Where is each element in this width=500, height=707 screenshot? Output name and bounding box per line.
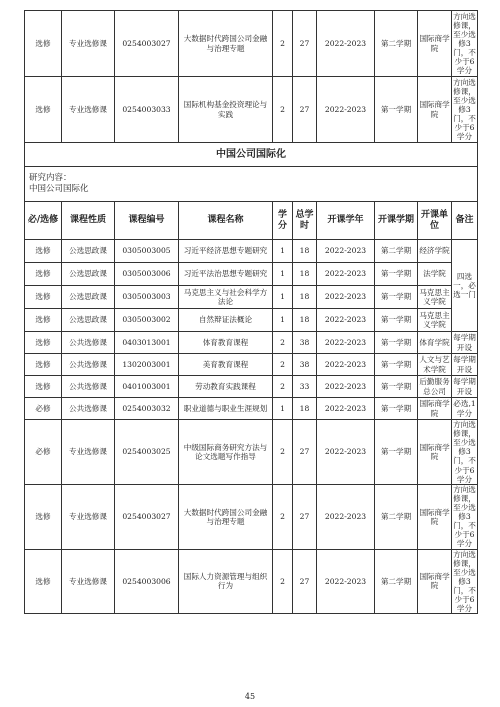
note-cell: 方向选修课，至少选修3门，不少于6学分	[453, 420, 476, 484]
merged-note-cell: 四选一，必选一门	[452, 240, 478, 332]
academic-year-cell: 2022-2023	[317, 332, 375, 354]
research-content	[25, 167, 478, 202]
required-type-cell: 选修	[25, 484, 62, 549]
academic-year-cell: 2022-2023	[317, 286, 375, 309]
course-name-cell: 劳动教育实践课程	[179, 376, 273, 398]
table-row	[25, 240, 478, 263]
header-note: 备注	[452, 202, 478, 240]
section-title-row	[25, 143, 478, 167]
term-cell: 第二学期	[375, 240, 418, 263]
required-type-cell: 选修	[25, 549, 62, 614]
course-name-cell: 美育教育课程	[179, 354, 273, 376]
term-cell: 第一学期	[375, 420, 418, 485]
course-nature-cell: 专业选修课	[62, 77, 115, 143]
academic-year-cell: 2022-2023	[317, 420, 375, 485]
course-code-cell: 0254003027	[115, 11, 179, 77]
unit-cell: 国际商学院	[418, 11, 452, 77]
note-cell: 每学期开设	[453, 333, 476, 352]
unit-cell: 马克思主义学院	[418, 309, 452, 332]
course-name-cell: 大数据时代跨国公司金融与治理专题	[179, 484, 273, 549]
unit-cell: 经济学院	[418, 240, 452, 263]
research-label: 研究内容：	[29, 172, 72, 183]
unit-cell: 马克思主义学院	[418, 286, 452, 309]
unit-cell: 法学院	[418, 263, 452, 286]
academic-year-cell: 2022-2023	[317, 240, 375, 263]
credit-cell: 2	[273, 354, 293, 376]
term-cell: 第一学期	[375, 376, 418, 398]
credit-cell: 1	[273, 286, 293, 309]
course-nature-cell: 公共选修课	[62, 398, 115, 420]
course-code-cell: 0254003033	[115, 77, 179, 143]
course-table	[24, 10, 478, 614]
header-credit: 学分	[273, 202, 293, 240]
course-name-cell: 国际机构基金投资理论与实践	[179, 77, 273, 143]
credit-cell: 2	[273, 549, 293, 614]
required-type-cell: 必修	[25, 420, 62, 485]
term-cell: 第一学期	[375, 354, 418, 376]
table-row	[25, 354, 478, 376]
course-nature-cell: 专业选修课	[62, 484, 115, 549]
required-type-cell: 选修	[25, 240, 62, 263]
course-name-cell: 中级国际商务研究方法与论文选题写作指导	[179, 420, 273, 485]
note-cell: 必选,1学分	[453, 399, 476, 418]
header-academic-year: 开课学年	[317, 202, 375, 240]
table-row	[25, 332, 478, 354]
credit-cell: 1	[273, 398, 293, 420]
hours-cell: 27	[293, 420, 317, 485]
table-row	[25, 11, 478, 77]
required-type-cell: 选修	[25, 77, 62, 143]
course-nature-cell: 公共选修课	[62, 354, 115, 376]
hours-cell: 18	[293, 398, 317, 420]
unit-cell: 国际商学院	[419, 399, 450, 418]
course-code-cell: 0401003001	[115, 376, 179, 398]
required-type-cell: 选修	[25, 11, 62, 77]
credit-cell: 1	[273, 309, 293, 332]
course-code-cell: 0305003002	[115, 309, 179, 332]
table-header-row	[25, 202, 478, 240]
header-term: 开课学期	[375, 202, 418, 240]
credit-cell: 2	[273, 376, 293, 398]
course-name-cell: 习近平经济思想专题研究	[179, 240, 273, 263]
note-cell: 每学期开设	[453, 355, 476, 374]
header-course-code: 课程编号	[115, 202, 179, 240]
table-row	[25, 286, 478, 309]
hours-cell: 38	[293, 354, 317, 376]
credit-cell: 2	[273, 77, 293, 143]
hours-cell: 27	[293, 11, 317, 77]
required-type-cell: 必修	[25, 398, 62, 420]
course-code-cell: 0305003003	[115, 286, 179, 309]
academic-year-cell: 2022-2023	[317, 11, 375, 77]
course-nature-cell: 专业选修课	[62, 11, 115, 77]
course-name-cell: 自然辩证法概论	[179, 309, 273, 332]
table-row	[25, 549, 478, 614]
course-name-cell: 习近平法治思想专题研究	[179, 263, 273, 286]
unit-cell: 国际商学院	[418, 77, 452, 143]
required-type-cell: 选修	[25, 309, 62, 332]
unit-cell: 后勤服务总公司	[419, 377, 450, 396]
course-name-cell: 大数据时代跨国公司金融与治理专题	[179, 11, 273, 77]
credit-cell: 1	[273, 240, 293, 263]
term-cell: 第一学期	[375, 332, 418, 354]
note-cell: 每学期开设	[453, 377, 476, 396]
page-number: 45	[244, 692, 256, 701]
hours-cell: 38	[293, 332, 317, 354]
term-cell: 第一学期	[375, 263, 418, 286]
term-cell: 第一学期	[375, 309, 418, 332]
hours-cell: 18	[293, 263, 317, 286]
table-row	[25, 376, 478, 398]
course-nature-cell: 公选思政课	[62, 309, 115, 332]
unit-cell: 人文与艺术学院	[419, 355, 450, 374]
header-course-name: 课程名称	[179, 202, 273, 240]
header-required-type: 必/选修	[25, 202, 62, 240]
academic-year-cell: 2022-2023	[317, 77, 375, 143]
note-cell: 方向选修课，至少选修3门，不少于6学分	[453, 77, 476, 142]
header-total-hours: 总学时	[293, 202, 317, 240]
term-cell: 第二学期	[375, 484, 418, 549]
unit-cell: 国际商学院	[418, 549, 452, 614]
course-code-cell: 0305003006	[115, 263, 179, 286]
hours-cell: 27	[293, 484, 317, 549]
credit-cell: 1	[273, 263, 293, 286]
academic-year-cell: 2022-2023	[317, 549, 375, 614]
table-row	[25, 398, 478, 420]
hours-cell: 27	[293, 549, 317, 614]
academic-year-cell: 2022-2023	[317, 309, 375, 332]
note-cell: 方向选修课，至少选修3门，不少于6学分	[453, 549, 476, 614]
table-row	[25, 77, 478, 143]
credit-cell: 2	[273, 420, 293, 485]
required-type-cell: 选修	[25, 354, 62, 376]
required-type-cell: 选修	[25, 263, 62, 286]
header-course-nature: 课程性质	[62, 202, 115, 240]
note-cell: 方向选修课，至少选修3门，不少于6学分	[453, 11, 476, 76]
header-unit: 开课单位	[418, 202, 452, 240]
note-cell: 方向选修课，至少选修3门，不少于6学分	[453, 484, 476, 549]
unit-cell: 体育学院	[418, 332, 452, 354]
course-nature-cell: 公共选修课	[62, 376, 115, 398]
course-schedule-page	[24, 10, 477, 614]
credit-cell: 2	[273, 484, 293, 549]
course-nature-cell: 公选思政课	[62, 286, 115, 309]
hours-cell: 18	[293, 309, 317, 332]
course-code-cell: 1302003001	[115, 354, 179, 376]
course-code-cell: 0305003005	[115, 240, 179, 263]
research-row	[25, 167, 478, 202]
hours-cell: 18	[293, 240, 317, 263]
hours-cell: 27	[293, 77, 317, 143]
academic-year-cell: 2022-2023	[317, 263, 375, 286]
academic-year-cell: 2022-2023	[317, 484, 375, 549]
table-row	[25, 309, 478, 332]
academic-year-cell: 2022-2023	[317, 376, 375, 398]
academic-year-cell: 2022-2023	[317, 354, 375, 376]
term-cell: 第一学期	[375, 286, 418, 309]
course-name-cell: 马克思主义与社会科学方法论	[179, 286, 273, 309]
academic-year-cell: 2022-2023	[317, 398, 375, 420]
course-nature-cell: 专业选修课	[62, 549, 115, 614]
credit-cell: 2	[273, 11, 293, 77]
course-name-cell: 国际人力资源管理与组织行为	[179, 549, 273, 614]
table-row	[25, 420, 478, 485]
required-type-cell: 选修	[25, 332, 62, 354]
credit-cell: 2	[273, 332, 293, 354]
required-type-cell: 选修	[25, 376, 62, 398]
course-name-cell: 职业道德与职业生涯规划	[179, 398, 273, 420]
course-name-cell: 体育教育课程	[179, 332, 273, 354]
term-cell: 第二学期	[375, 11, 418, 77]
hours-cell: 18	[293, 286, 317, 309]
course-nature-cell: 公选思政课	[62, 263, 115, 286]
term-cell: 第一学期	[375, 398, 418, 420]
course-code-cell: 0254003025	[115, 420, 179, 485]
unit-cell: 国际商学院	[418, 420, 452, 485]
table-row	[25, 484, 478, 549]
section-title: 中国公司国际化	[25, 143, 478, 167]
term-cell: 第一学期	[375, 77, 418, 143]
course-code-cell: 0254003006	[115, 549, 179, 614]
course-code-cell: 0254003032	[115, 398, 179, 420]
course-nature-cell: 公选思政课	[62, 240, 115, 263]
course-code-cell: 0403013001	[115, 332, 179, 354]
research-text: 中国公司国际化	[29, 184, 89, 194]
course-nature-cell: 专业选修课	[62, 420, 115, 485]
term-cell: 第二学期	[375, 549, 418, 614]
hours-cell: 33	[293, 376, 317, 398]
required-type-cell: 选修	[25, 286, 62, 309]
course-code-cell: 0254003027	[115, 484, 179, 549]
unit-cell: 国际商学院	[418, 484, 452, 549]
course-nature-cell: 公共选修课	[62, 332, 115, 354]
table-row	[25, 263, 478, 286]
